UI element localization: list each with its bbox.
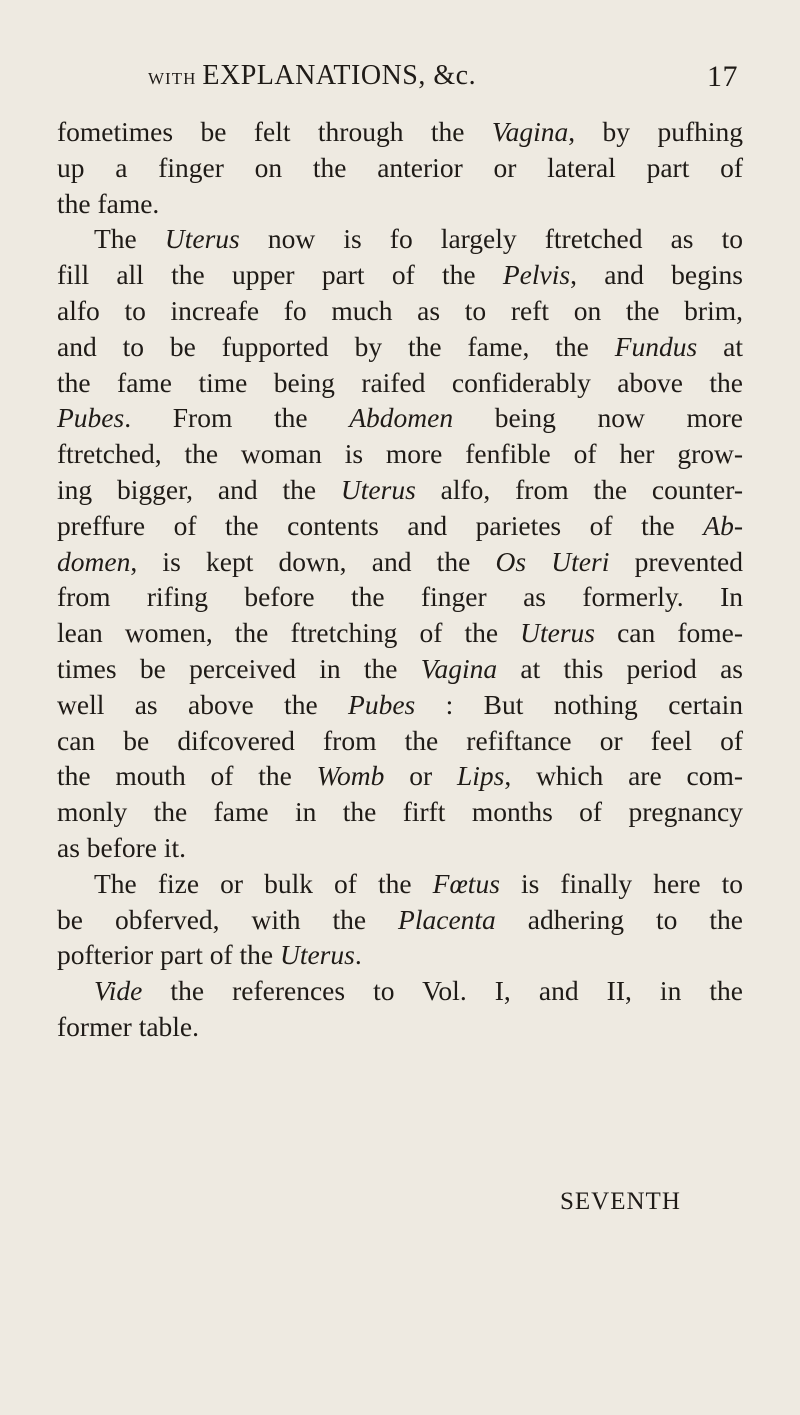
text-line <box>57 186 743 222</box>
text-line <box>57 937 743 973</box>
text-run: is finally here to <box>499 867 744 899</box>
italic-term: Uterus <box>164 223 240 255</box>
text-line <box>57 973 743 1009</box>
running-head-prefix: WITH <box>148 69 197 88</box>
text-line <box>57 866 743 902</box>
text-run: times be perceived in the <box>57 652 421 684</box>
text-run: can fome- <box>595 617 743 649</box>
italic-term: domen <box>57 545 131 577</box>
text-line <box>57 329 743 365</box>
italic-term: Fundus <box>614 330 698 362</box>
text-line <box>57 902 743 938</box>
text-line <box>57 114 743 150</box>
text-run: fometimes be felt through the <box>57 116 492 147</box>
text-line <box>57 293 743 329</box>
text-run: pofterior part of the <box>57 939 280 971</box>
text-run: ftretched, the woman is more fenfible of her grow- <box>57 438 743 470</box>
text-line <box>57 687 743 723</box>
text-run: and to be fupported by the fame, the <box>57 330 615 362</box>
text-run: , is kept down, and the <box>130 545 496 577</box>
paragraph <box>57 866 743 973</box>
catchword: SEVENTH <box>560 1188 681 1215</box>
text-run: . <box>354 939 362 971</box>
text-run: at this period as <box>497 652 743 684</box>
italic-term: Vide <box>94 975 143 1007</box>
italic-term: Ab- <box>703 509 743 541</box>
text-run: alfo to increafe fo much as to reft on the brim, <box>57 294 743 326</box>
text-run: now is fo largely ftretched as to <box>239 223 743 255</box>
text-line <box>57 794 743 830</box>
text-line <box>57 472 743 508</box>
italic-term: Os Uteri <box>495 545 610 577</box>
italic-term: Uterus <box>279 939 355 971</box>
text-line <box>57 508 743 544</box>
text-line <box>57 221 743 257</box>
text-run: monly the fame in the firft months of pregnancy <box>57 796 743 828</box>
italic-term: Vagina <box>420 652 498 684</box>
text-run: at <box>697 330 743 362</box>
text-run: former table. <box>57 1010 200 1042</box>
text-run: fill all the upper part of the <box>57 259 503 291</box>
text-line <box>57 544 743 580</box>
text-run: : But nothing certain <box>415 688 743 720</box>
italic-term: Pubes <box>57 402 125 434</box>
italic-term: Abdomen <box>349 402 454 434</box>
text-run: ing bigger, and the <box>57 473 341 505</box>
text-line <box>57 615 743 651</box>
italic-term: Placenta <box>398 903 496 935</box>
text-run: preffure of the contents and parietes of the <box>57 509 704 541</box>
italic-term: Uterus <box>520 617 595 649</box>
paragraph <box>57 221 743 865</box>
text-run: the fame time being raifed confiderably above the <box>57 366 743 398</box>
paragraph <box>57 114 743 221</box>
text-run: alfo, from the counter- <box>415 473 743 505</box>
paragraph <box>57 973 743 1045</box>
text-run: be obferved, with the <box>57 903 399 935</box>
text-run: from rifing before the finger as formerly. In <box>57 581 743 613</box>
text-run: The <box>94 223 165 255</box>
text-line <box>57 1009 743 1045</box>
text-line <box>57 400 743 436</box>
text-run: adhering to the <box>495 903 743 935</box>
italic-term: Womb <box>316 760 385 792</box>
italic-term: Pubes <box>348 688 416 720</box>
text-line <box>57 758 743 794</box>
text-run: can be difcovered from the refiftance or feel of <box>57 724 743 756</box>
text-line <box>57 436 743 472</box>
text-run: the fame. <box>57 187 160 219</box>
body-text <box>57 114 743 1045</box>
text-line <box>57 651 743 687</box>
italic-term: Uterus <box>340 473 416 505</box>
text-line <box>57 150 743 186</box>
italic-term: Lips <box>456 760 505 792</box>
italic-term: Pelvis <box>502 259 571 291</box>
text-run: The fize or bulk of the <box>94 867 433 899</box>
page-number: 17 <box>707 60 738 93</box>
italic-term: Fœtus <box>432 867 500 899</box>
text-run: the references to Vol. I, and II, in the <box>142 975 743 1007</box>
running-head <box>148 60 738 100</box>
text-run: as before it. <box>57 831 187 863</box>
text-run: , and begins <box>570 259 743 291</box>
text-run: being now more <box>453 402 743 434</box>
text-line <box>57 257 743 293</box>
running-head-title: EXPLANATIONS, &c. <box>202 60 477 91</box>
text-run: well as above the <box>57 688 349 720</box>
text-line <box>57 723 743 759</box>
text-line <box>57 579 743 615</box>
italic-term: Vagina <box>491 116 569 147</box>
text-line <box>57 365 743 401</box>
text-run: , which are com- <box>504 760 743 792</box>
text-line <box>57 830 743 866</box>
text-run: lean women, the ftretching of the <box>57 617 521 649</box>
text-run: . From the <box>124 402 350 434</box>
text-run: , by pufhing <box>568 116 743 147</box>
text-run: prevented <box>609 545 743 577</box>
text-run: or <box>384 760 457 792</box>
text-run: the mouth of the <box>57 760 317 792</box>
text-run: up a finger on the anterior or lateral part of <box>57 151 743 183</box>
